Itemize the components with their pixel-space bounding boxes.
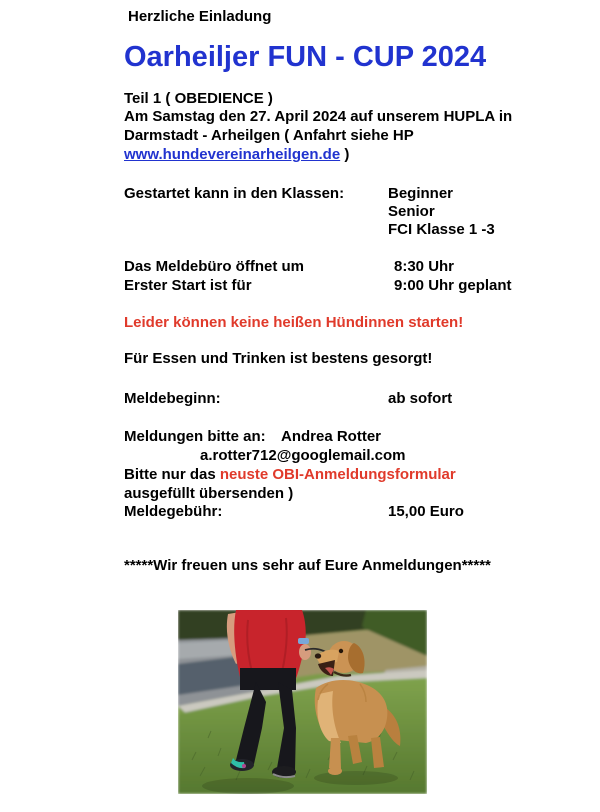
greeting-heading: Herzliche Einladung <box>128 8 272 25</box>
website-line <box>124 146 349 163</box>
first-start-time: 9:00 Uhr geplant <box>394 277 512 294</box>
form-instruction-highlight: neuste OBI-Anmeldungsformular <box>219 466 456 483</box>
event-date-line: Am Samstag den 27. April 2024 auf unserem HUPLA in <box>124 108 513 125</box>
office-open-time: 8:30 Uhr <box>394 258 455 275</box>
heat-warning-notice: Leider können keine heißen Hündinnen starten! <box>124 314 464 331</box>
dog-walk-illustration <box>178 610 427 794</box>
fee-value: 15,00 Euro <box>388 503 464 520</box>
registration-start-label: Meldebeginn: <box>124 390 221 407</box>
website-link[interactable]: www.hundevereinarheilgen.de <box>124 146 341 163</box>
class-item-beginner: Beginner <box>388 185 454 202</box>
class-item-fci: FCI Klasse 1 -3 <box>388 221 495 238</box>
form-instruction-line <box>124 466 456 483</box>
event-location-line: Darmstadt - Arheilgen ( Anfahrt siehe HP <box>124 127 414 144</box>
food-notice: Für Essen und Trinken ist bestens gesorgt! <box>124 350 433 367</box>
registration-start-value: ab sofort <box>388 390 453 407</box>
contact-email: a.rotter712@googlemail.com <box>200 447 406 464</box>
closing-line: *****Wir freuen uns sehr auf Eure Anmeldungen***** <box>124 557 491 574</box>
event-photo <box>178 610 427 794</box>
form-instruction-suffix: ausgefüllt übersenden ) <box>124 485 294 502</box>
fee-label: Meldegebühr: <box>124 503 223 520</box>
first-start-label: Erster Start ist für <box>124 277 252 294</box>
class-item-senior: Senior <box>388 203 435 220</box>
form-instruction-prefix: Bitte nur das <box>124 466 220 483</box>
subtitle-part: Teil 1 ( OBEDIENCE ) <box>124 90 273 107</box>
contact-label: Meldungen bitte an: <box>124 428 266 445</box>
classes-label: Gestartet kann in den Klassen: <box>124 185 345 202</box>
office-open-label: Das Meldebüro öffnet um <box>124 258 305 275</box>
contact-name: Andrea Rotter <box>281 428 382 445</box>
page-title: Oarheiljer FUN - CUP 2024 <box>124 41 487 73</box>
website-link-suffix: ) <box>340 146 350 163</box>
